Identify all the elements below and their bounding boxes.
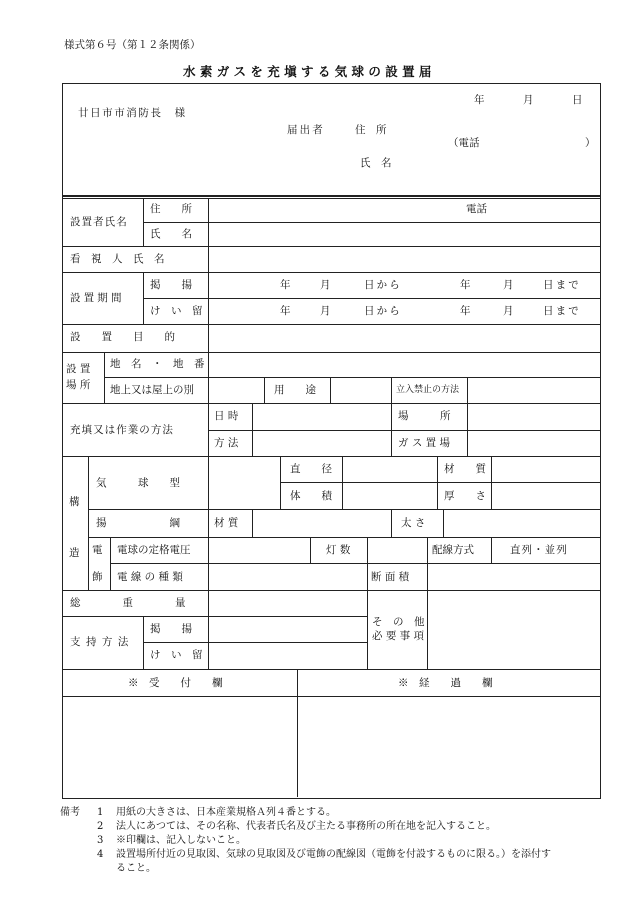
support-method-label: 支 持 方 法 [70, 636, 130, 648]
watcher-label: 看 視 人 氏 名 [70, 253, 165, 265]
note-2-text: 法人にあつては、その名称、代表者氏名及び主たる事務所の所在地を記入すること。 [116, 821, 496, 832]
wiring-value: 直列・並列 [510, 544, 568, 556]
period-moor-year2: 年 [460, 305, 471, 317]
note-4-number: 4 [97, 849, 104, 860]
form-title: 水 素 ガ ス を 充 塡 す る 気 球 の 設 置 届 [183, 64, 432, 79]
rope-thickness-label: 太 さ [401, 517, 426, 529]
applicant-address-label: 住 所 [355, 124, 387, 136]
note-1-number: 1 [97, 807, 104, 818]
date-year-label: 年 [474, 94, 485, 106]
other-items-label-2: 必 要 事 項 [372, 630, 425, 642]
installer-address-label: 住 所 [150, 203, 192, 215]
period-label: 設置期間 [70, 292, 125, 304]
wiring-label: 配線方式 [432, 544, 474, 556]
rated-voltage-label: 電球の定格電圧 [117, 544, 191, 556]
period-raise-from: 日から [364, 279, 402, 291]
lamp-count-label: 灯 数 [326, 544, 351, 556]
rope-material-label: 材 質 [214, 517, 239, 529]
period-moor-until: 日まで [543, 305, 581, 317]
purpose-label: 設 置 目 的 [70, 331, 175, 343]
period-moor-from: 日から [364, 305, 402, 317]
applicant-label: 届出者 [287, 124, 325, 136]
period-raise-year: 年 [280, 279, 291, 291]
installer-phone-label: 電話 [466, 203, 487, 215]
filling-datetime-label: 日 時 [214, 410, 239, 422]
location-ground-roof-label: 地上又は屋上の別 [110, 384, 194, 396]
period-moor-month: 月 [320, 305, 331, 317]
note-2-number: 2 [97, 821, 104, 832]
note-3-text: ※印欄は、記入しないこと。 [116, 835, 246, 846]
progress-label: ※ 経 過 欄 [398, 677, 493, 689]
location-use-label: 用 途 [274, 384, 316, 396]
period-moor-label: け い 留 [150, 305, 203, 317]
decoration-label-2: 飾 [92, 571, 103, 583]
installer-name-label: 氏 名 [150, 228, 192, 240]
form-frame [62, 83, 601, 799]
applicant-phone-close: ） [585, 137, 596, 149]
location-address-label: 地 名 ・ 地 番 [110, 358, 205, 370]
support-raise-label: 掲 揚 [150, 623, 192, 635]
date-day-label: 日 [572, 94, 583, 106]
period-raise-month: 月 [320, 279, 331, 291]
note-3-number: 3 [97, 835, 104, 846]
location-no-entry-label: 立入禁止の方法 [396, 385, 460, 395]
cross-section-label: 断 面 積 [371, 571, 410, 583]
rope-label: 揚 綱 [96, 517, 180, 529]
other-items-label-1: そ の 他 [372, 616, 425, 628]
filling-method-label: 充填又は作業の方法 [70, 424, 174, 436]
filling-method-sub-label: 方 法 [214, 437, 239, 449]
period-raise-until: 日まで [543, 279, 581, 291]
period-moor-month2: 月 [503, 305, 514, 317]
balloon-type-label: 気 球 型 [96, 477, 180, 489]
period-raise-month2: 月 [503, 279, 514, 291]
note-1-text: 用紙の大きさは、日本産業規格Ａ列４番とする。 [116, 807, 336, 818]
applicant-phone-label: （電話 [448, 137, 480, 149]
date-month-label: 月 [523, 94, 534, 106]
support-moor-label: け い 留 [150, 649, 203, 661]
form-number: 様式第６号（第１２条関係） [64, 39, 201, 51]
applicant-name-label: 氏 名 [360, 157, 392, 169]
structure-label-2: 造 [69, 547, 80, 559]
installer-label: 設置者氏名 [70, 216, 128, 228]
addressee: 廿日市市消防長 様 [78, 107, 187, 119]
diameter-label: 直 径 [290, 463, 332, 475]
note-4-text: 設置場所付近の見取図、気球の見取図及び電飾の配線図（電飾を付設するものに限る。）を添付す [116, 849, 551, 860]
thickness-label: 厚 さ [444, 490, 486, 502]
volume-label: 体 積 [290, 490, 332, 502]
period-raise-year2: 年 [460, 279, 471, 291]
location-label-1: 設 置 [66, 363, 91, 375]
period-raise-label: 掲 揚 [150, 279, 192, 291]
material-label: 材 質 [444, 463, 486, 475]
note-4-continuation: ること。 [116, 863, 156, 874]
decoration-label-1: 電 [92, 544, 103, 556]
period-moor-year: 年 [280, 305, 291, 317]
wire-type-label: 電 線 の 種 類 [117, 571, 183, 583]
filling-place-label: 場 所 [398, 410, 451, 422]
structure-label-1: 構 [69, 496, 80, 508]
location-label-2: 場 所 [66, 379, 91, 391]
total-weight-label: 総 重 量 [70, 597, 186, 609]
reception-label: ※ 受 付 欄 [128, 677, 223, 689]
filling-gas-storage-label: ガ ス 置 場 [398, 437, 451, 449]
notes-heading: 備考 [60, 807, 80, 818]
